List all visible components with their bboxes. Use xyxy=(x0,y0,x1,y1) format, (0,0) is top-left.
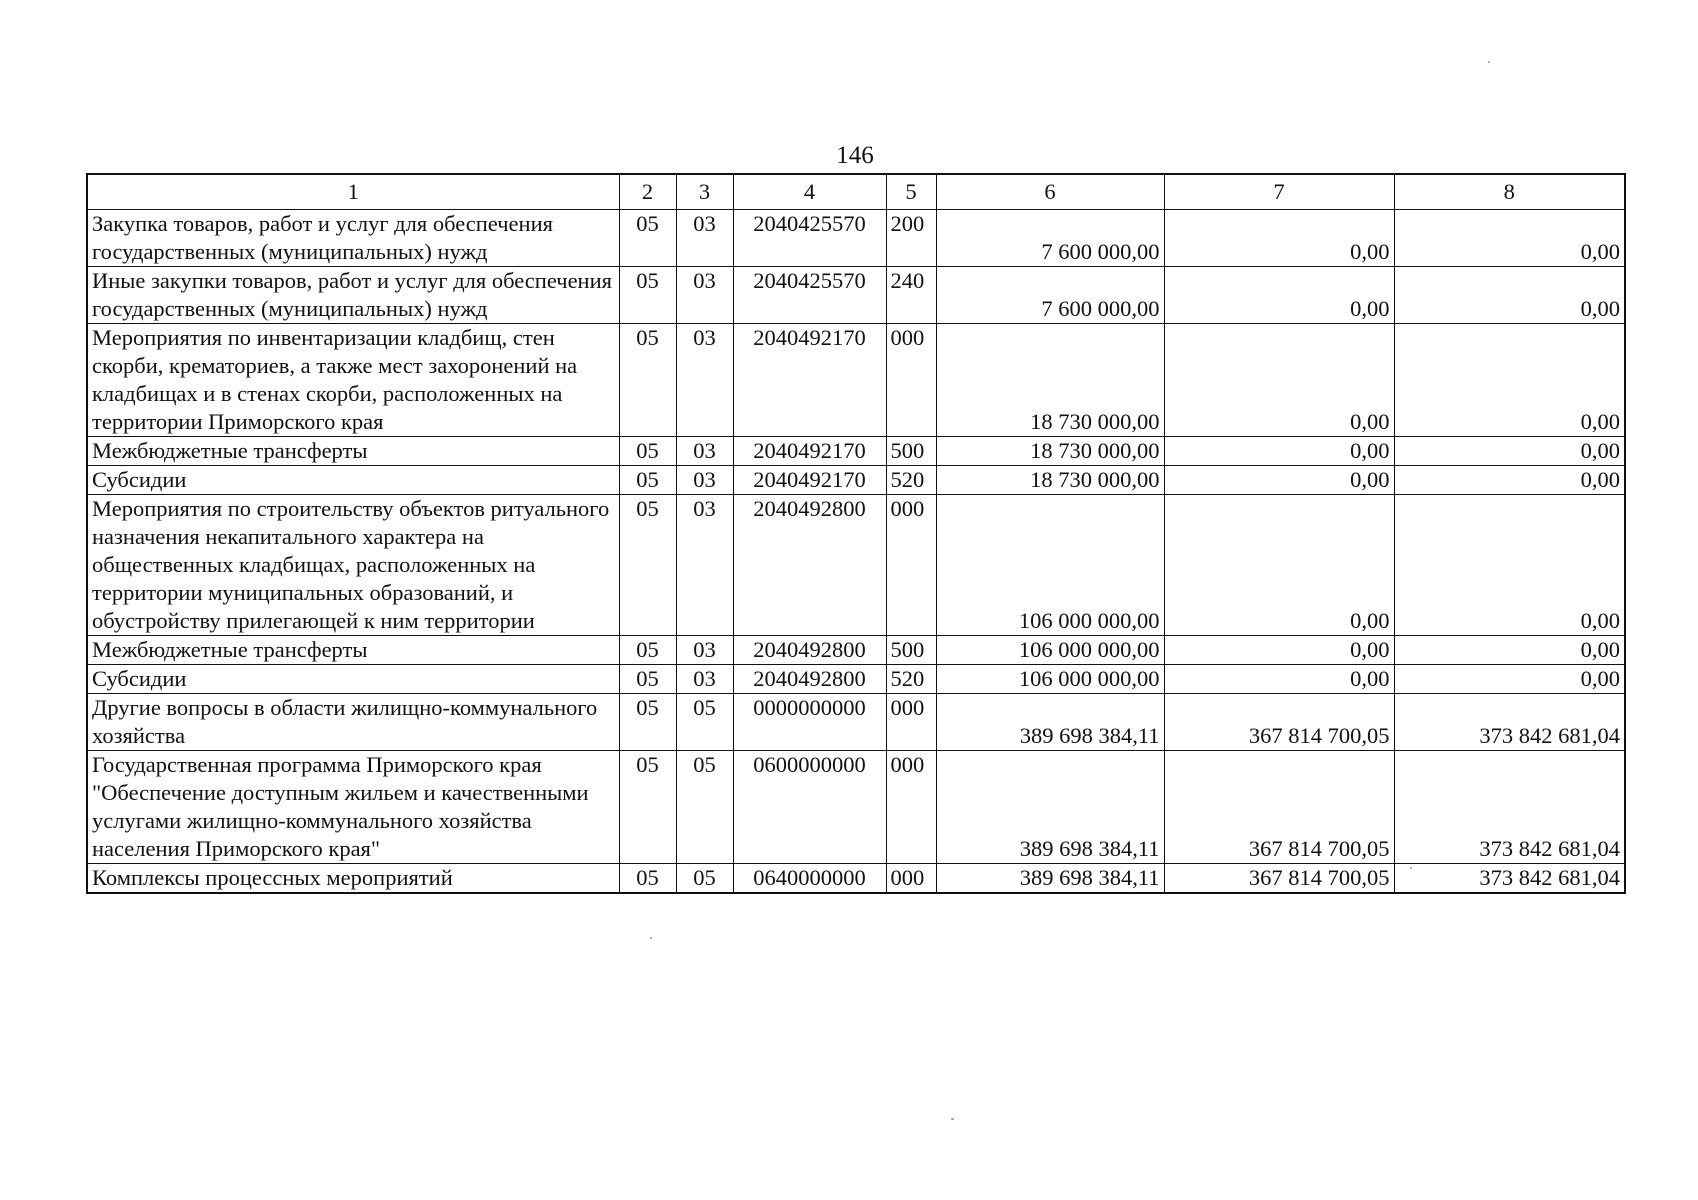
table-row xyxy=(87,267,1625,324)
amount-col-8: 0,00 xyxy=(1394,437,1625,466)
item-name: Закупка товаров, работ и услуг для обеспечения государственных (муниципальных) нужд xyxy=(87,210,619,267)
expense-type-code: 520 xyxy=(886,466,936,495)
item-name: Комплексы процессных мероприятий xyxy=(87,864,619,894)
amount-col-6: 389 698 384,11 xyxy=(936,864,1164,894)
subsection-code: 03 xyxy=(676,665,733,694)
section-code: 05 xyxy=(619,267,676,324)
section-code: 05 xyxy=(619,210,676,267)
table-row xyxy=(87,636,1625,665)
column-header-1: 1 xyxy=(87,174,619,210)
section-code: 05 xyxy=(619,324,676,437)
scan-speck xyxy=(1410,867,1412,869)
amount-col-8: 0,00 xyxy=(1394,665,1625,694)
table-row xyxy=(87,466,1625,495)
subsection-code: 05 xyxy=(676,751,733,864)
expense-type-code: 200 xyxy=(886,210,936,267)
amount-col-8: 0,00 xyxy=(1394,495,1625,636)
item-name: Другие вопросы в области жилищно-коммунального хозяйства xyxy=(87,694,619,751)
table-row xyxy=(87,665,1625,694)
amount-col-8: 0,00 xyxy=(1394,210,1625,267)
amount-col-7: 367 814 700,05 xyxy=(1164,864,1394,894)
amount-col-8: 373 842 681,04 xyxy=(1394,864,1625,894)
subsection-code: 03 xyxy=(676,636,733,665)
amount-col-8: 0,00 xyxy=(1394,324,1625,437)
amount-col-6: 7 600 000,00 xyxy=(936,210,1164,267)
expense-type-code: 000 xyxy=(886,324,936,437)
amount-col-7: 0,00 xyxy=(1164,267,1394,324)
section-code: 05 xyxy=(619,466,676,495)
scan-speck xyxy=(1488,61,1490,63)
amount-col-7: 0,00 xyxy=(1164,466,1394,495)
expense-type-code: 000 xyxy=(886,495,936,636)
item-name: Межбюджетные трансферты xyxy=(87,636,619,665)
amount-col-6: 18 730 000,00 xyxy=(936,437,1164,466)
amount-col-6: 389 698 384,11 xyxy=(936,694,1164,751)
amount-col-6: 7 600 000,00 xyxy=(936,267,1164,324)
section-code: 05 xyxy=(619,665,676,694)
amount-col-7: 0,00 xyxy=(1164,636,1394,665)
target-article-code: 2040492800 xyxy=(733,636,886,665)
column-header-5: 5 xyxy=(886,174,936,210)
table-row xyxy=(87,864,1625,894)
amount-col-6: 106 000 000,00 xyxy=(936,495,1164,636)
amount-col-6: 389 698 384,11 xyxy=(936,751,1164,864)
column-header-2: 2 xyxy=(619,174,676,210)
item-name: Субсидии xyxy=(87,466,619,495)
amount-col-7: 0,00 xyxy=(1164,437,1394,466)
section-code: 05 xyxy=(619,437,676,466)
scan-speck xyxy=(650,937,652,939)
table-row xyxy=(87,324,1625,437)
item-name: Межбюджетные трансферты xyxy=(87,437,619,466)
item-name: Мероприятия по строительству объектов ритуального назначения некапитального характера на общественных кладбищах, расположенных на территории муниципальных образований, и обустройству прилегающей к ним территории xyxy=(87,495,619,636)
expense-type-code: 240 xyxy=(886,267,936,324)
amount-col-8: 373 842 681,04 xyxy=(1394,751,1625,864)
amount-col-6: 18 730 000,00 xyxy=(936,466,1164,495)
target-article-code: 0600000000 xyxy=(733,751,886,864)
target-article-code: 2040425570 xyxy=(733,267,886,324)
target-article-code: 2040425570 xyxy=(733,210,886,267)
amount-col-6: 106 000 000,00 xyxy=(936,665,1164,694)
item-name: Мероприятия по инвентаризации кладбищ, стен скорби, крематориев, а также мест захоронений на кладбищах и в стенах скорби, расположенных на территории Приморского края xyxy=(87,324,619,437)
target-article-code: 2040492800 xyxy=(733,495,886,636)
target-article-code: 2040492170 xyxy=(733,324,886,437)
header-row xyxy=(87,174,1625,210)
amount-col-6: 18 730 000,00 xyxy=(936,324,1164,437)
subsection-code: 03 xyxy=(676,437,733,466)
section-code: 05 xyxy=(619,694,676,751)
expense-type-code: 000 xyxy=(886,751,936,864)
table-row xyxy=(87,210,1625,267)
subsection-code: 03 xyxy=(676,210,733,267)
amount-col-6: 106 000 000,00 xyxy=(936,636,1164,665)
section-code: 05 xyxy=(619,495,676,636)
amount-col-8: 0,00 xyxy=(1394,636,1625,665)
target-article-code: 2040492170 xyxy=(733,466,886,495)
amount-col-8: 0,00 xyxy=(1394,466,1625,495)
amount-col-7: 0,00 xyxy=(1164,324,1394,437)
subsection-code: 05 xyxy=(676,864,733,894)
scan-speck xyxy=(951,1118,954,1120)
column-header-7: 7 xyxy=(1164,174,1394,210)
column-header-4: 4 xyxy=(733,174,886,210)
expense-type-code: 000 xyxy=(886,694,936,751)
target-article-code: 0640000000 xyxy=(733,864,886,894)
expense-type-code: 500 xyxy=(886,636,936,665)
amount-col-7: 367 814 700,05 xyxy=(1164,751,1394,864)
amount-col-8: 0,00 xyxy=(1394,267,1625,324)
item-name: Иные закупки товаров, работ и услуг для обеспечения государственных (муниципальных) нужд xyxy=(87,267,619,324)
expense-type-code: 000 xyxy=(886,864,936,894)
column-header-8: 8 xyxy=(1394,174,1625,210)
subsection-code: 03 xyxy=(676,466,733,495)
table-row xyxy=(87,437,1625,466)
subsection-code: 05 xyxy=(676,694,733,751)
column-header-3: 3 xyxy=(676,174,733,210)
item-name: Субсидии xyxy=(87,665,619,694)
section-code: 05 xyxy=(619,751,676,864)
table-row xyxy=(87,751,1625,864)
table-row xyxy=(87,694,1625,751)
budget-table xyxy=(86,173,1626,894)
amount-col-7: 0,00 xyxy=(1164,665,1394,694)
column-header-6: 6 xyxy=(936,174,1164,210)
target-article-code: 2040492170 xyxy=(733,437,886,466)
page-number: 146 xyxy=(836,142,874,169)
section-code: 05 xyxy=(619,864,676,894)
target-article-code: 2040492800 xyxy=(733,665,886,694)
expense-type-code: 500 xyxy=(886,437,936,466)
amount-col-8: 373 842 681,04 xyxy=(1394,694,1625,751)
target-article-code: 0000000000 xyxy=(733,694,886,751)
subsection-code: 03 xyxy=(676,324,733,437)
expense-type-code: 520 xyxy=(886,665,936,694)
amount-col-7: 367 814 700,05 xyxy=(1164,694,1394,751)
section-code: 05 xyxy=(619,636,676,665)
subsection-code: 03 xyxy=(676,495,733,636)
table-row xyxy=(87,495,1625,636)
amount-col-7: 0,00 xyxy=(1164,495,1394,636)
item-name: Государственная программа Приморского края "Обеспечение доступным жильем и качественными услугами жилищно-коммунального хозяйства населения Приморского края" xyxy=(87,751,619,864)
subsection-code: 03 xyxy=(676,267,733,324)
amount-col-7: 0,00 xyxy=(1164,210,1394,267)
